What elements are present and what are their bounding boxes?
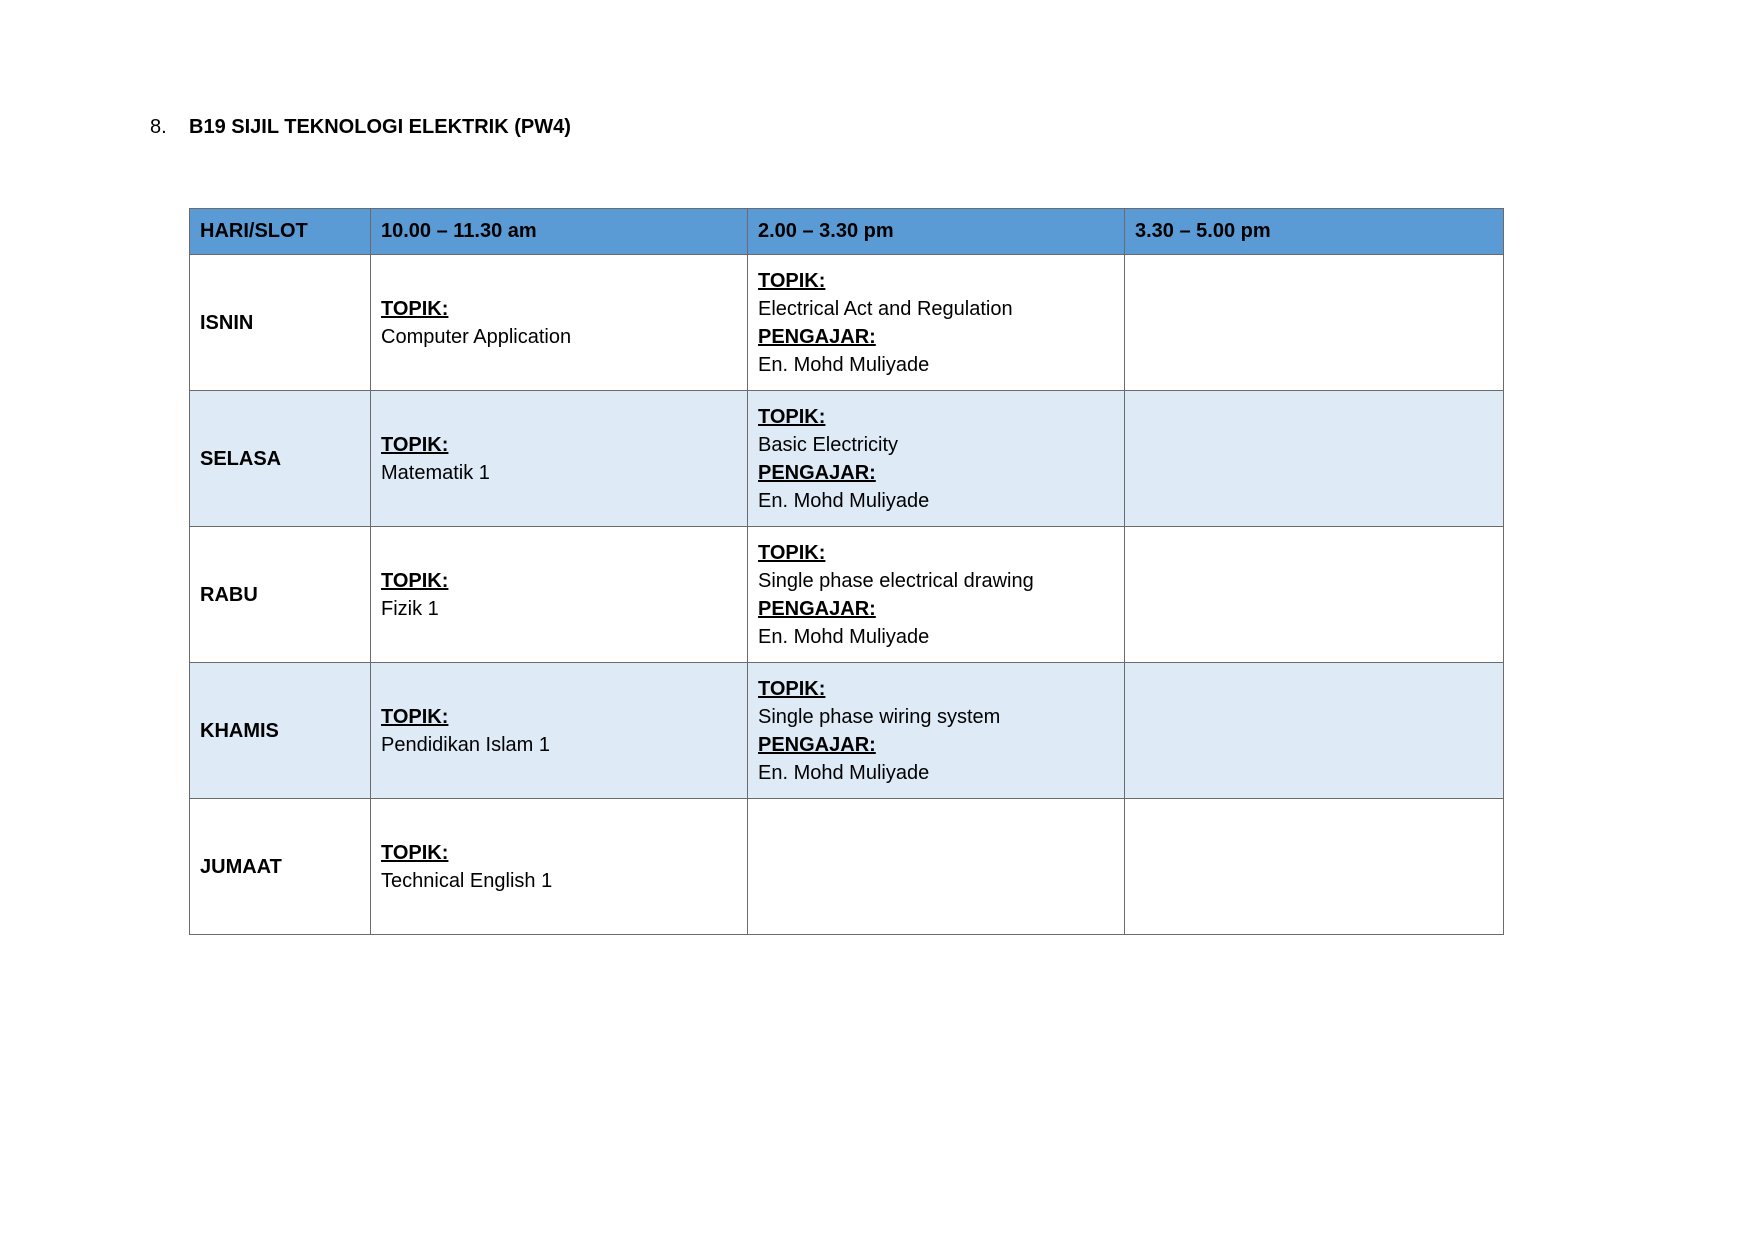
section-number: 8.	[150, 116, 167, 138]
teacher-value: En. Mohd Muliyade	[758, 489, 930, 512]
slot-1-cell	[371, 663, 748, 799]
topic-value: Single phase electrical drawing	[758, 569, 1034, 592]
table-row	[190, 799, 1504, 935]
timetable	[189, 208, 1504, 935]
teacher-label: PENGAJAR:	[758, 461, 876, 484]
slot-1-cell	[371, 527, 748, 663]
topic-value: Computer Application	[381, 325, 572, 348]
section-heading	[150, 112, 571, 142]
teacher-label: PENGAJAR:	[758, 733, 876, 756]
topic-value: Electrical Act and Regulation	[758, 297, 1013, 320]
topic-label: TOPIK:	[758, 269, 826, 292]
header-day-slot: HARI/SLOT	[190, 209, 371, 255]
slot-3-cell	[1125, 527, 1504, 663]
topic-label: TOPIK:	[758, 405, 826, 428]
topic-value: Technical English 1	[381, 869, 553, 892]
header-slot-1: 10.00 – 11.30 am	[371, 209, 748, 255]
day-cell: KHAMIS	[190, 663, 371, 799]
slot-2-cell	[748, 527, 1125, 663]
teacher-value: En. Mohd Muliyade	[758, 353, 930, 376]
topic-value: Fizik 1	[381, 597, 439, 620]
slot-2-cell	[748, 391, 1125, 527]
teacher-label: PENGAJAR:	[758, 597, 876, 620]
topic-value: Single phase wiring system	[758, 705, 1001, 728]
timetable-header-row	[190, 209, 1504, 255]
topic-label: TOPIK:	[758, 677, 826, 700]
table-row	[190, 527, 1504, 663]
table-row	[190, 391, 1504, 527]
slot-2-cell	[748, 663, 1125, 799]
day-cell: RABU	[190, 527, 371, 663]
slot-1-cell	[371, 799, 748, 935]
topic-label: TOPIK:	[381, 569, 449, 592]
table-row	[190, 663, 1504, 799]
day-cell: ISNIN	[190, 255, 371, 391]
day-cell: SELASA	[190, 391, 371, 527]
day-cell: JUMAAT	[190, 799, 371, 935]
slot-3-cell	[1125, 799, 1504, 935]
slot-3-cell	[1125, 391, 1504, 527]
slot-2-cell	[748, 799, 1125, 935]
slot-2-cell	[748, 255, 1125, 391]
topic-value: Basic Electricity	[758, 433, 899, 456]
teacher-label: PENGAJAR:	[758, 325, 876, 348]
topic-label: TOPIK:	[381, 705, 449, 728]
slot-3-cell	[1125, 255, 1504, 391]
header-slot-2: 2.00 – 3.30 pm	[748, 209, 1125, 255]
topic-value: Matematik 1	[381, 461, 490, 484]
slot-1-cell	[371, 255, 748, 391]
slot-3-cell	[1125, 663, 1504, 799]
header-slot-3: 3.30 – 5.00 pm	[1125, 209, 1504, 255]
teacher-value: En. Mohd Muliyade	[758, 625, 930, 648]
topic-label: TOPIK:	[381, 841, 449, 864]
topic-label: TOPIK:	[381, 433, 449, 456]
topic-value: Pendidikan Islam 1	[381, 733, 550, 756]
teacher-value: En. Mohd Muliyade	[758, 761, 930, 784]
section-title: B19 SIJIL TEKNOLOGI ELEKTRIK (PW4)	[189, 116, 571, 138]
table-row	[190, 255, 1504, 391]
topic-label: TOPIK:	[381, 297, 449, 320]
slot-1-cell	[371, 391, 748, 527]
topic-label: TOPIK:	[758, 541, 826, 564]
